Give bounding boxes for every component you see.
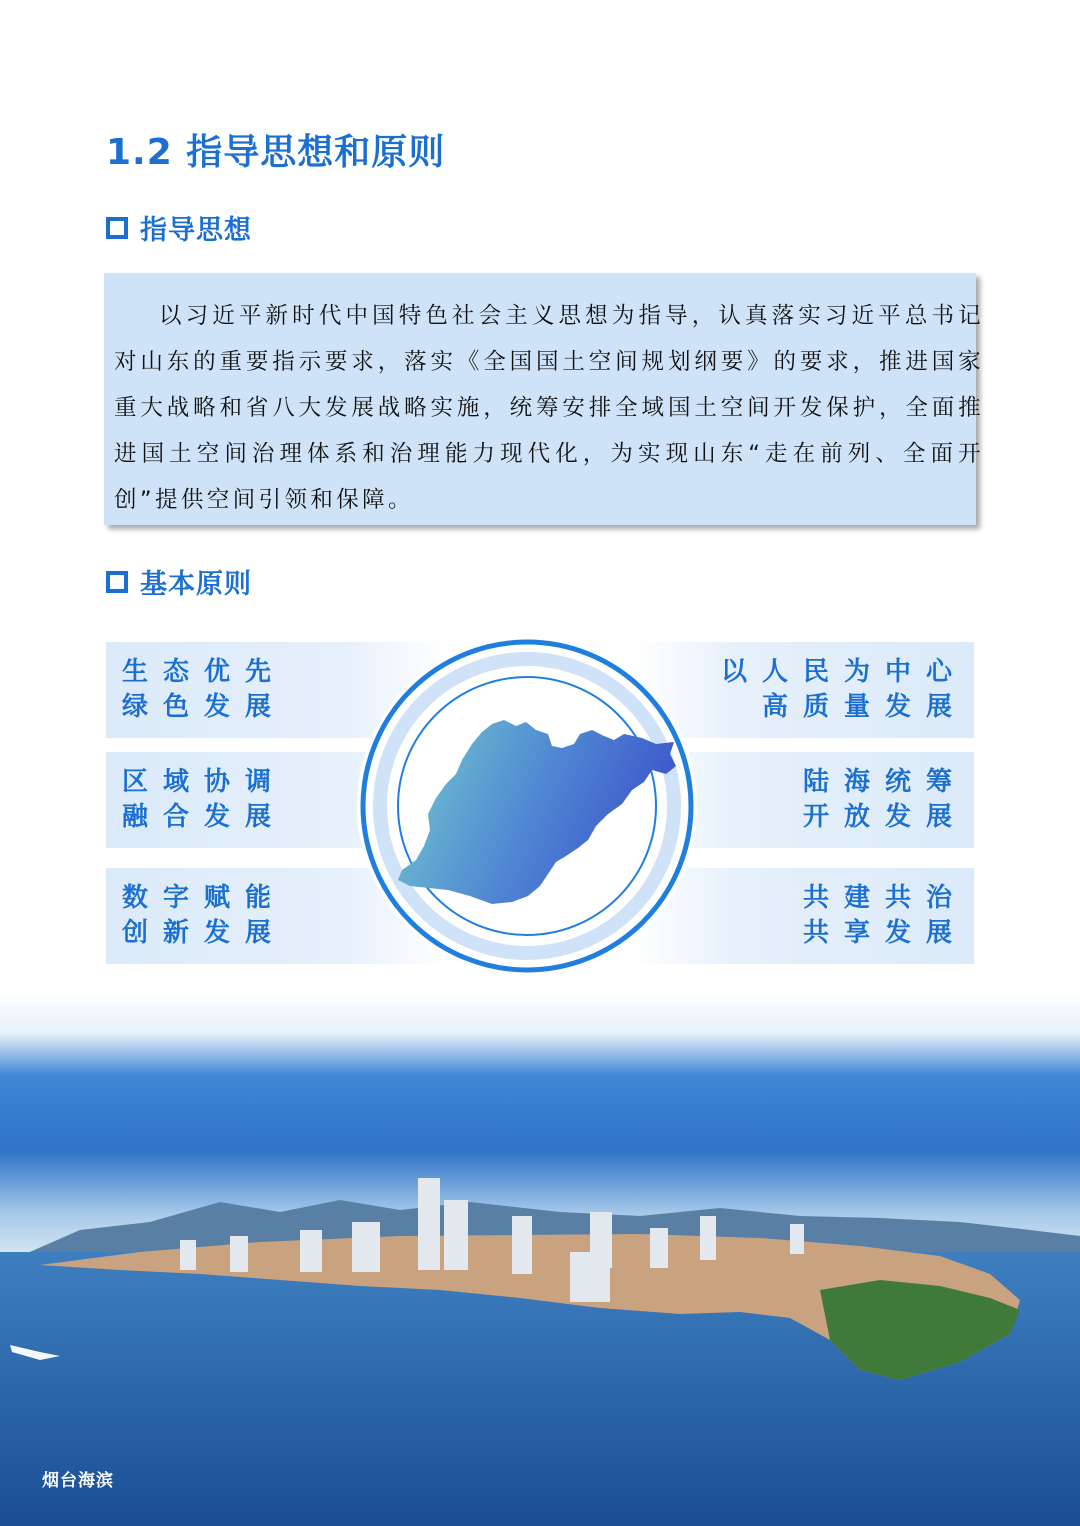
guiding-heading-label: 指导思想 (140, 215, 252, 246)
guiding-paragraph: 以习近平新时代中国特色社会主义思想为指导，认真落实习近平总书记对山东的重要指示要求，落实《全国国土空间规划纲要》的要求，推进国家重大战略和省八大发展战略实施，统筹安排全域国土空间开发保护，全面推进国土空间治理体系和治理能力现代化，为实现山东“走在前列、全面开创”提供空间引领和保障。 (114, 303, 984, 513)
yantai-coast-photo (0, 990, 1080, 1526)
principle-line: 共建共治 (802, 883, 967, 913)
principle-line: 数字赋能 (122, 883, 287, 913)
square-bullet-icon (106, 571, 128, 593)
principle-line: 绿色发展 (122, 692, 287, 722)
shandong-map-emblem (352, 634, 702, 984)
principle-line: 生态优先 (122, 657, 287, 687)
guiding-text-box (104, 273, 984, 525)
principles-heading (106, 562, 252, 601)
section-title: 1.2 指导思想和原则 (106, 132, 446, 173)
principle-line: 共享发展 (802, 918, 967, 948)
photo-caption: 烟台海滨 (42, 1471, 114, 1491)
principle-line: 创新发展 (122, 918, 287, 948)
principle-line: 融合发展 (122, 802, 287, 832)
principles-heading-label: 基本原则 (140, 569, 252, 600)
guiding-heading (106, 208, 252, 247)
principle-line: 区域协调 (122, 767, 287, 797)
principle-line: 陆海统筹 (802, 767, 967, 797)
principle-line: 以人民为中心 (720, 657, 967, 687)
square-bullet-icon (106, 217, 128, 239)
principle-line: 开放发展 (802, 802, 967, 832)
principle-line: 高质量发展 (761, 692, 967, 722)
